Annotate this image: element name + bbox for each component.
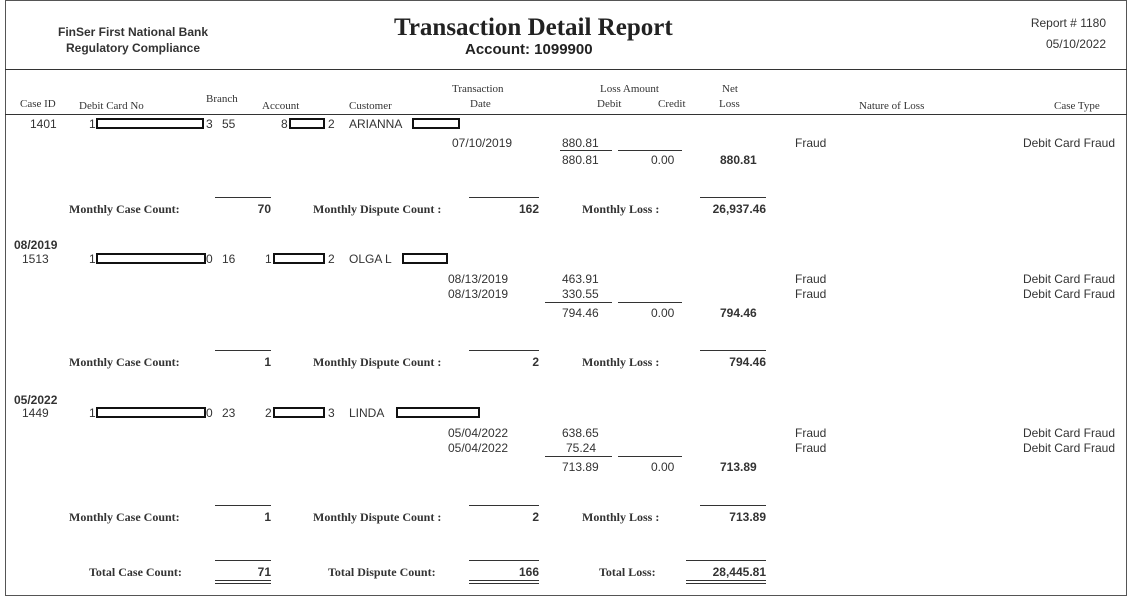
monthly-case-count-label: Monthly Case Count: [69, 510, 180, 524]
account-suffix: 2 [328, 252, 335, 266]
debit-underline [560, 150, 612, 151]
case-id: 1513 [22, 252, 49, 266]
monthly-dispute-count: 2 [532, 510, 539, 524]
monthly-dispute-count-label: Monthly Dispute Count : [313, 510, 442, 524]
monthly-loss: 713.89 [729, 510, 766, 524]
case-type: Debit Card Fraud [1022, 136, 1115, 150]
col-net-loss: Loss [719, 98, 740, 110]
col-branch: Branch [206, 93, 238, 105]
account-suffix: 2 [328, 117, 335, 131]
case-id: 1449 [22, 406, 49, 420]
redacted-account-number [289, 118, 325, 129]
branch: 23 [222, 406, 236, 420]
period-heading: 05/2022 [14, 393, 58, 407]
card-suffix: 0 [206, 406, 213, 420]
bank-name: FinSer First National Bank [57, 25, 209, 39]
total-loss-double-rule-1 [686, 580, 766, 581]
customer-name: OLGA L [349, 252, 392, 266]
monthly-case-count: 1 [264, 355, 271, 369]
debit-underline [545, 302, 612, 303]
total-dispute-count-rule [469, 560, 539, 561]
credit-underline [618, 302, 682, 303]
total-loss-double-rule-2 [686, 583, 766, 584]
case-id: 1401 [30, 117, 57, 131]
total-dispute-count-double-rule-2 [469, 583, 539, 584]
net-loss: 713.89 [720, 460, 757, 474]
header-divider [5, 69, 1127, 70]
col-case-id: Case ID [20, 98, 56, 110]
col-transaction: Transaction [452, 83, 504, 95]
total-case-count: 71 [257, 565, 271, 579]
card-prefix: 1 [89, 406, 96, 420]
dispute-count-rule [469, 505, 539, 506]
redacted-card-number [96, 407, 206, 418]
col-loss-amount: Loss Amount [600, 83, 659, 95]
monthly-loss: 794.46 [729, 355, 766, 369]
branch: 55 [222, 117, 236, 131]
redacted-account-number [273, 253, 325, 264]
subtotal-credit: 0.00 [651, 306, 675, 320]
monthly-loss-rule [700, 505, 766, 506]
report-date: 05/10/2022 [1045, 37, 1106, 51]
col-account: Account [262, 100, 300, 112]
net-loss: 880.81 [720, 153, 757, 167]
col-case-type: Case Type [1054, 100, 1100, 112]
monthly-dispute-count-label: Monthly Dispute Count : [313, 202, 442, 216]
col-debit-card-no: Debit Card No [79, 100, 144, 112]
nature-of-loss: Fraud [795, 441, 827, 455]
debit-amount: 75.24 [566, 441, 597, 455]
subtotal-credit: 0.00 [651, 153, 675, 167]
monthly-loss-label: Monthly Loss : [582, 510, 660, 524]
account-label: Account: 1099900 [465, 41, 593, 58]
card-suffix: 3 [206, 117, 213, 131]
debit-underline [545, 456, 612, 457]
account-suffix: 3 [328, 406, 335, 420]
period-heading: 08/2019 [14, 238, 58, 252]
monthly-dispute-count-label: Monthly Dispute Count : [313, 355, 442, 369]
monthly-loss-label: Monthly Loss : [582, 355, 660, 369]
customer-name: ARIANNA [349, 117, 403, 131]
card-suffix: 0 [206, 252, 213, 266]
monthly-case-count-label: Monthly Case Count: [69, 355, 180, 369]
subtotal-debit: 794.46 [562, 306, 599, 320]
col-date: Date [470, 98, 491, 110]
monthly-loss-label: Monthly Loss : [582, 202, 660, 216]
case-type: Debit Card Fraud [1022, 272, 1115, 286]
dispute-count-rule [469, 197, 539, 198]
customer-name: LINDA [349, 406, 385, 420]
credit-underline [618, 456, 682, 457]
nature-of-loss: Fraud [795, 272, 827, 286]
debit-amount: 463.91 [562, 272, 599, 286]
debit-amount: 638.65 [562, 426, 599, 440]
debit-amount: 880.81 [562, 136, 599, 150]
monthly-loss: 26,937.46 [712, 202, 766, 216]
col-net: Net [722, 83, 738, 95]
case-count-rule [215, 197, 271, 198]
monthly-loss-rule [700, 197, 766, 198]
monthly-case-count: 1 [264, 510, 271, 524]
total-case-count-rule [215, 560, 271, 561]
subtotal-debit: 880.81 [562, 153, 599, 167]
total-case-count-double-rule-2 [215, 583, 271, 584]
transaction-date: 08/13/2019 [448, 287, 509, 301]
case-count-rule [215, 350, 271, 351]
transaction-date: 05/04/2022 [448, 441, 509, 455]
total-loss-label: Total Loss: [599, 565, 656, 579]
debit-amount: 330.55 [562, 287, 599, 301]
monthly-dispute-count: 162 [518, 202, 539, 216]
dispute-count-rule [469, 350, 539, 351]
nature-of-loss: Fraud [795, 287, 827, 301]
total-dispute-count: 166 [518, 565, 539, 579]
department-name: Regulatory Compliance [65, 41, 201, 55]
account-prefix: 8 [281, 117, 288, 131]
case-type: Debit Card Fraud [1022, 441, 1115, 455]
monthly-case-count-label: Monthly Case Count: [69, 202, 180, 216]
subtotal-debit: 713.89 [562, 460, 599, 474]
monthly-loss-rule [700, 350, 766, 351]
transaction-date: 08/13/2019 [448, 272, 509, 286]
case-count-rule [215, 505, 271, 506]
redacted-card-number [96, 253, 206, 264]
col-credit: Credit [658, 98, 686, 110]
redacted-card-number [96, 118, 204, 129]
redacted-account-number [273, 407, 325, 418]
redacted-customer-name [402, 253, 448, 264]
column-header-divider [5, 114, 1127, 115]
total-case-count-label: Total Case Count: [89, 565, 182, 579]
transaction-date: 05/04/2022 [448, 426, 509, 440]
account-prefix: 1 [265, 252, 272, 266]
transaction-date: 07/10/2019 [452, 136, 513, 150]
nature-of-loss: Fraud [795, 136, 827, 150]
report-title: Transaction Detail Report [394, 14, 673, 41]
monthly-case-count: 70 [257, 202, 271, 216]
total-loss-rule [686, 560, 766, 561]
nature-of-loss: Fraud [795, 426, 827, 440]
subtotal-credit: 0.00 [651, 460, 675, 474]
account-prefix: 2 [265, 406, 272, 420]
credit-underline [618, 150, 682, 151]
redacted-customer-name [396, 407, 480, 418]
case-type: Debit Card Fraud [1022, 287, 1115, 301]
redacted-customer-name [412, 118, 460, 129]
total-loss: 28,445.81 [712, 565, 766, 579]
net-loss: 794.46 [720, 306, 757, 320]
card-prefix: 1 [89, 252, 96, 266]
report-number: Report # 1180 [1030, 16, 1106, 30]
col-customer: Customer [349, 100, 392, 112]
card-prefix: 1 [89, 117, 96, 131]
total-dispute-count-label: Total Dispute Count: [328, 565, 436, 579]
total-case-count-double-rule-1 [215, 580, 271, 581]
col-debit: Debit [597, 98, 622, 110]
total-dispute-count-double-rule-1 [469, 580, 539, 581]
case-type: Debit Card Fraud [1022, 426, 1115, 440]
monthly-dispute-count: 2 [532, 355, 539, 369]
branch: 16 [222, 252, 236, 266]
col-nature-of-loss: Nature of Loss [859, 100, 925, 112]
